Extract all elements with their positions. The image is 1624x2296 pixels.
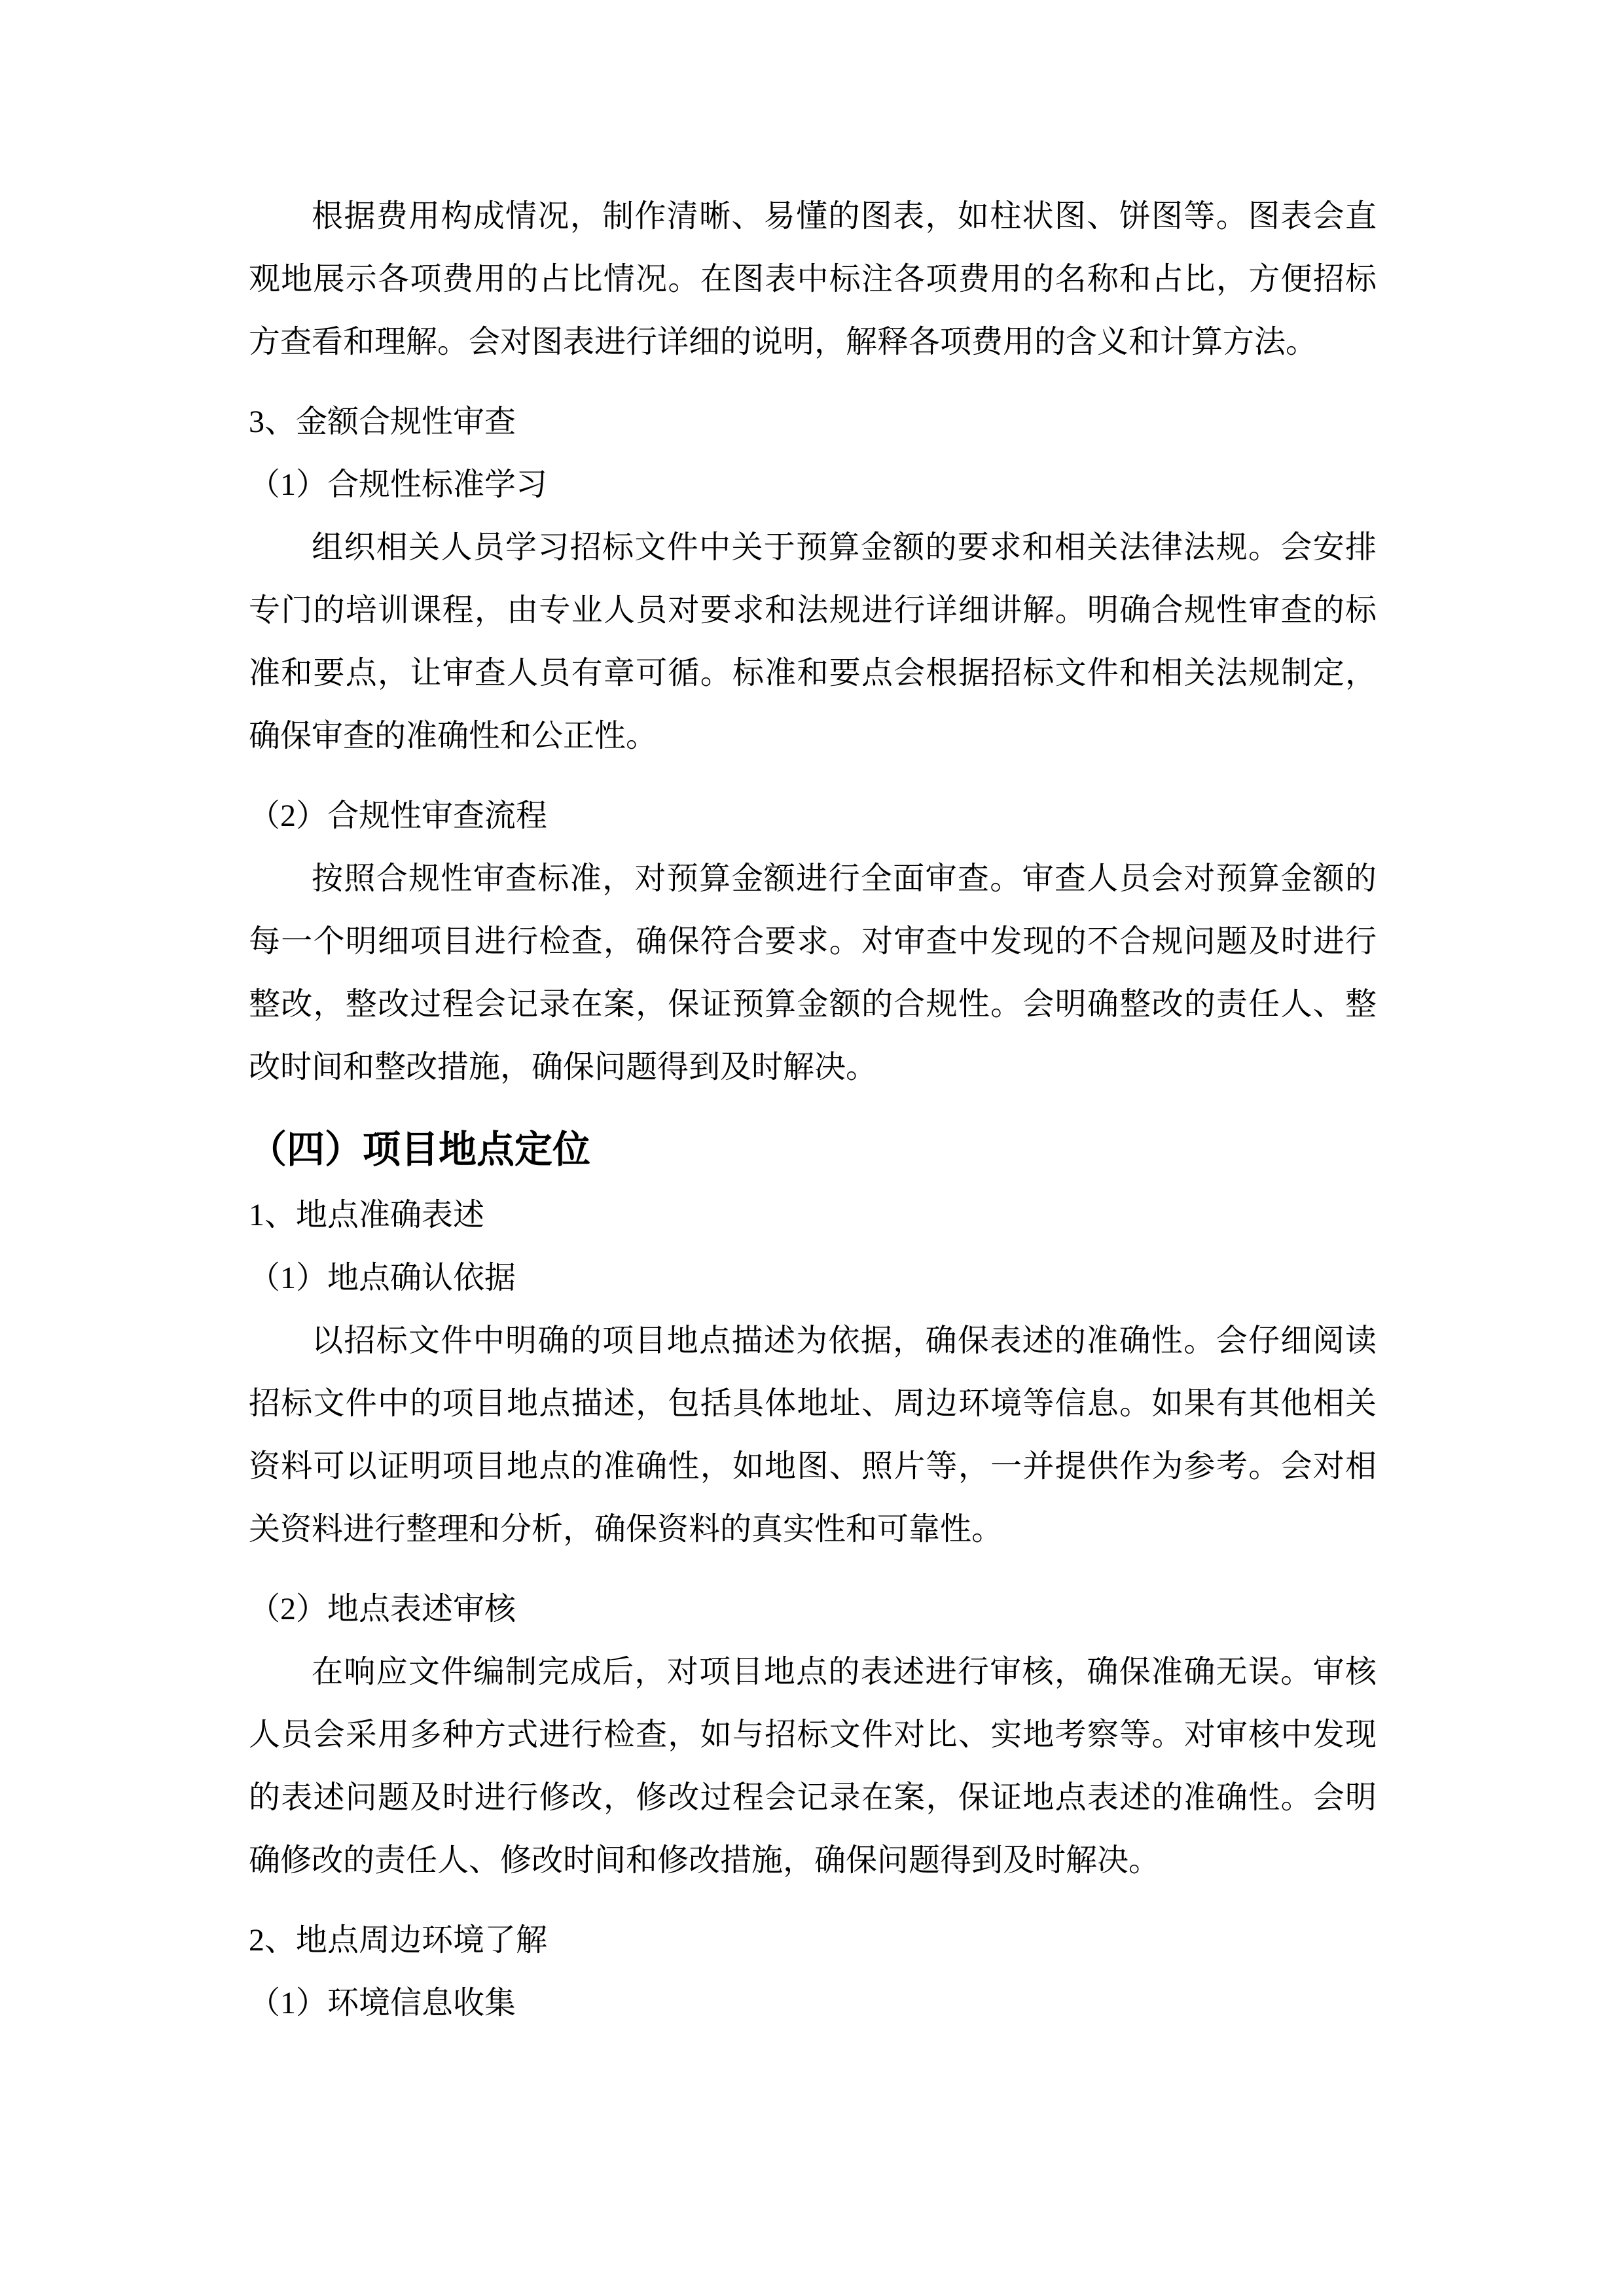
heading-3-amount-compliance-review: 3、金额合规性审查 xyxy=(249,404,516,439)
heading-1-environment-info-collection: （1）环境信息收集 xyxy=(249,1986,516,2020)
paragraph-location-confirmation-basis: 以招标文件中明确的项目地点描述为依据，确保表述的准确性。会仔细阅读招标文件中的项目地点描述，包括具体地址、周边环境等信息。如果有其他相关资料可以证明项目地点的准确性，如地图、照片等，一并提供作为参考。会对相关资料进行整理和分析，确保资料的真实性和可靠性。 xyxy=(249,1323,1377,1547)
paragraph-compliance-review-process: 按照合规性审查标准，对预算金额进行全面审查。审查人员会对预算金额的每一个明细项目进行检查，确保符合要求。对审查中发现的不合规问题及时进行整改，整改过程会记录在案，保证预算金额的合规性。会明确整改的责任人、整改时间和整改措施，确保问题得到及时解决。 xyxy=(249,861,1377,1085)
heading-2-compliance-review-process: （2）合规性审查流程 xyxy=(249,798,548,833)
heading-2-location-statement-review: （2）地点表述审核 xyxy=(249,1592,516,1626)
paragraph-location-statement-review: 在响应文件编制完成后，对项目地点的表述进行审核，确保准确无误。审核人员会采用多种方式进行检查，如与招标文件对比、实地考察等。对审核中发现的表述问题及时进行修改，修改过程会记录在案，保证地点表述的准确性。会明确修改的责任人、修改时间和修改措施，确保问题得到及时解决。 xyxy=(249,1655,1377,1878)
heading-1-location-confirmation-basis: （1）地点确认依据 xyxy=(249,1261,516,1295)
paragraph-compliance-standard-study: 组织相关人员学习招标文件中关于预算金额的要求和相关法律法规。会安排专门的培训课程，由专业人员对要求和法规进行详细讲解。明确合规性审查的标准和要点，让审查人员有章可循。标准和要点会根据招标文件和相关法规制定，确保审查的准确性和公正性。 xyxy=(249,530,1377,753)
heading-1-compliance-standard-study: （1）合规性标准学习 xyxy=(249,467,548,502)
heading-2-surrounding-environment: 2、地点周边环境了解 xyxy=(249,1923,548,1958)
paragraph-cost-chart: 根据费用构成情况，制作清晰、易懂的图表，如柱状图、饼图等。图表会直观地展示各项费用的占比情况。在图表中标注各项费用的名称和占比，方便招标方查看和理解。会对图表进行详细的说明，解释各项费用的含义和计算方法。 xyxy=(249,199,1377,359)
heading-section-4-project-location: （四）项目地点定位 xyxy=(249,1128,591,1171)
heading-1-accurate-location-statement: 1、地点准确表述 xyxy=(249,1198,485,1232)
